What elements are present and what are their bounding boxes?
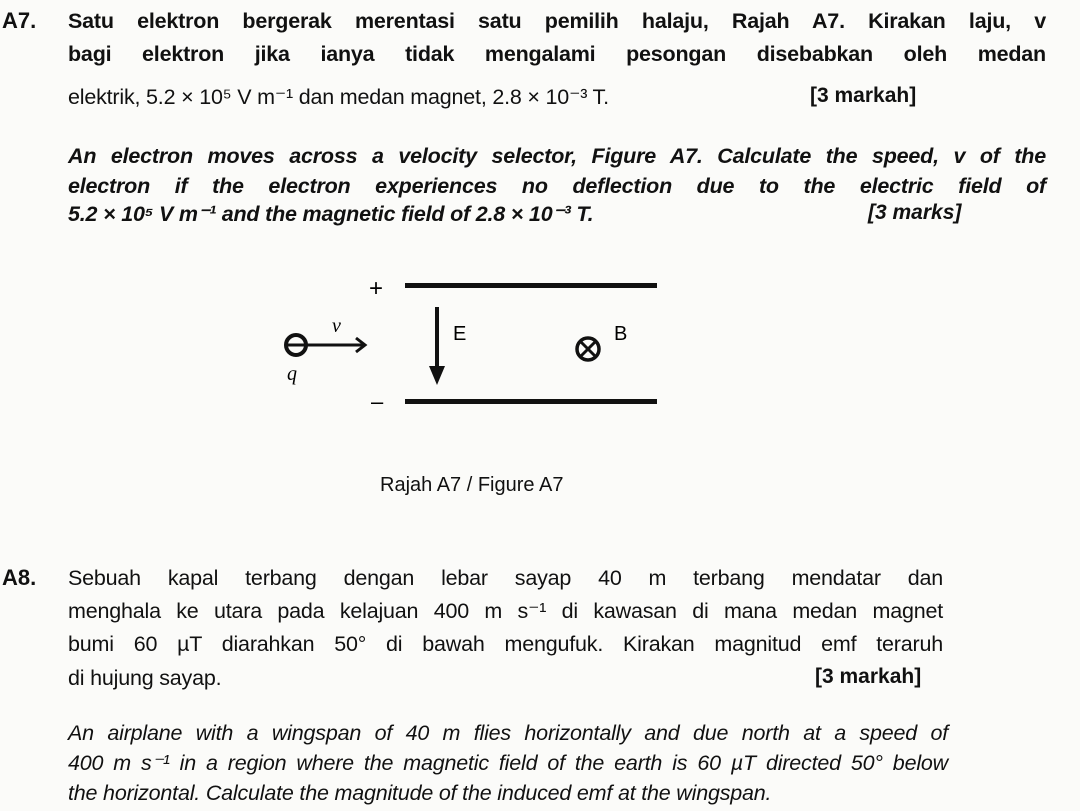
question-number-a8: A8. xyxy=(2,565,37,590)
question-number-a7: A7. xyxy=(2,8,37,33)
plus-sign: + xyxy=(369,275,384,302)
a8-english-line-1: An airplane with a wingspan of 40 m flies horizontally and due north at a speed of xyxy=(68,721,948,745)
a7-malay-line-1: Satu elektron bergerak merentasi satu pemilih halaju, Rajah A7. Kirakan laju, v xyxy=(68,9,1046,33)
charge-label: q xyxy=(287,363,297,385)
minus-sign: – xyxy=(371,389,384,414)
velocity-label: v xyxy=(332,315,341,337)
electric-field-arrow-icon xyxy=(429,307,445,385)
figure-caption: Rajah A7 / Figure A7 xyxy=(380,474,564,496)
a7-english-marks: [3 marks] xyxy=(868,201,962,224)
a7-malay-line-3: elektrik, 5.2 × 10⁵ V m⁻¹ dan medan magnet, 2.8 × 10⁻³ T. xyxy=(68,85,609,109)
a8-malay-line-2: menghala ke utara pada kelajuan 400 m s⁻¹ di kawasan di mana medan magnet xyxy=(68,599,943,623)
electron-icon xyxy=(286,335,306,355)
magnetic-field-into-page-icon xyxy=(577,338,599,360)
a8-malay-line-3: bumi 60 µT diarahkan 50° di bawah mengufuk. Kirakan magnitud emf teraruh xyxy=(68,632,943,656)
a7-malay-line-2: bagi elektron jika ianya tidak mengalami pesongan disebabkan oleh medan xyxy=(68,42,1046,66)
magnetic-field-label: B xyxy=(614,323,628,345)
a7-english-line-2: electron if the electron experiences no deflection due to the electric field of xyxy=(68,174,1046,198)
electric-field-label: E xyxy=(453,323,467,345)
a8-english-line-2: 400 m s⁻¹ in a region where the magnetic field of the earth is 60 µT directed 50° below xyxy=(68,751,948,775)
positive-plate xyxy=(405,283,657,288)
a8-malay-line-4: di hujung sayap. xyxy=(68,666,222,690)
a8-malay-line-1: Sebuah kapal terbang dengan lebar sayap 40 m terbang mendatar dan xyxy=(68,566,943,590)
a8-malay-marks: [3 markah] xyxy=(815,665,922,688)
a7-english-line-1: An electron moves across a velocity selector, Figure A7. Calculate the speed, v of the xyxy=(68,144,1046,168)
negative-plate xyxy=(405,399,657,404)
a7-english-line-3: 5.2 × 10⁵ V m⁻¹ and the magnetic field of 2.8 × 10⁻³ T. xyxy=(68,202,594,226)
a7-malay-marks: [3 markah] xyxy=(810,84,917,107)
a8-english-line-3: the horizontal. Calculate the magnitude of the induced emf at the wingspan. xyxy=(68,781,772,805)
velocity-arrow-icon xyxy=(306,338,365,352)
